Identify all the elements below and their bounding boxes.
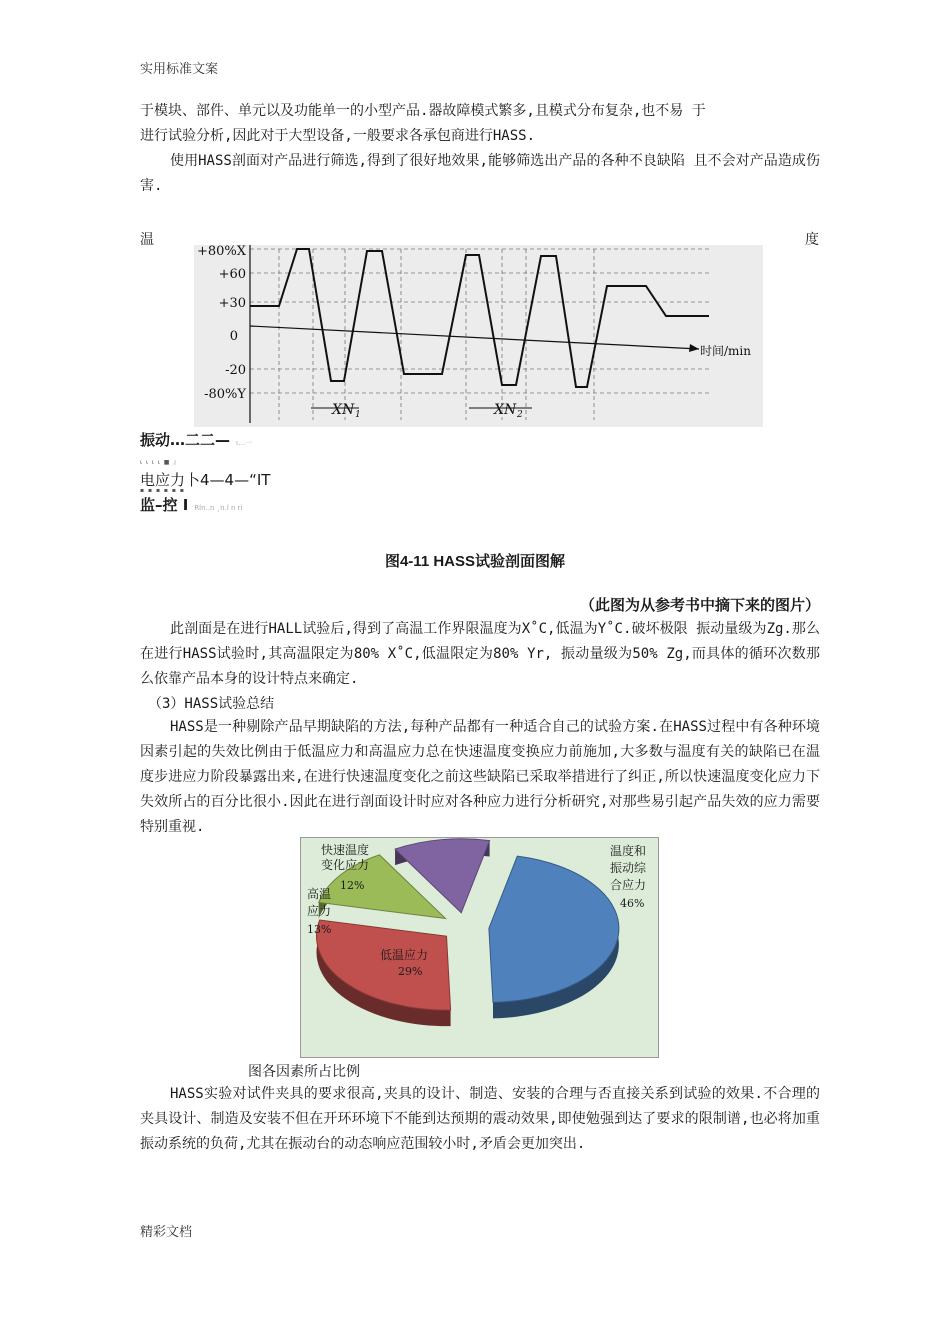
paragraph-fixture: HASS实验对试件夹具的要求很高,夹具的设计、制造、安装的合理与否直接关系到试验的效果.不合理的夹具设计、制造及安装不但在开环环境下不能到达预期的震动效果,即使勉强到达了要求的限制谱,也必将加重振动系统的负荷,尤其在振动台的动态响应范围较小时,矛盾会更加突出.: [140, 1086, 820, 1152]
xn1-subscript: 1: [355, 410, 361, 420]
slice-label: 快速温度: [321, 843, 370, 857]
slice-label: 合应力: [610, 878, 647, 892]
paragraph-line: 进行试验分析,因此对于大型设备,一般要求各承包商进行HASS.: [140, 128, 535, 144]
stress-tiny-mark: ι ι ι ι ■ 』: [140, 459, 181, 466]
figure-source-note: （此图为从参考书中摘下来的图片）: [579, 597, 820, 614]
figure-caption: 图4-11 HASS试验剖面图解: [384, 553, 566, 570]
axis-word-right: 度: [805, 232, 819, 248]
slice-label: 温度和: [610, 844, 647, 858]
slice-label: 高温: [307, 887, 332, 901]
y-label: +80%X: [196, 245, 246, 259]
factor-pie-chart: [300, 837, 660, 1059]
stress-tiny-mark: ▪ ▪ ▪ ▪ ▪ ▪: [140, 487, 185, 494]
slice-label: 低温应力: [380, 948, 429, 962]
y-label: +60: [218, 267, 246, 282]
hass-profile-figure: [194, 245, 763, 427]
xn2-subscript: 2: [517, 410, 523, 420]
y-label: -20: [225, 363, 246, 378]
y-label: 0: [229, 329, 238, 344]
stress-row-vibration: 振动…二二— ι…一: [140, 431, 253, 449]
slice-label: 变化应力: [321, 858, 370, 872]
paragraph-summary: HASS是一种剔除产品早期缺陷的方法,每种产品都有一种适合自己的试验方案.在HASS过程中有各种环境因素引起的失效比例由于低温应力和高温应力总在快速温度变换应力前施加,大多数与温度有关的缺陷已在温度步进应力阶段暴露出来,在进行快速温度变化之前这些缺陷已采取举措进行了纠正,所以快速温度变化应力下失效所占的百分比很小.因此在进行剖面设计时应对各种应力进行分析研究,对那些易引起产品失效的应力需要特别重视.: [140, 719, 820, 835]
x-axis-label: 时间/min: [700, 344, 751, 358]
paragraph-profile: 此剖面是在进行HALL试验后,得到了高温工作界限温度为X˚C,低温为Y˚C.破坏极限 振动量级为Zg.那么在进行HASS试验时,其高温限定为80% X˚C,低温限定为80% Yr, 振动量级为50% Zg,而具体的循环次数那么依靠产品本身的设计特点来确定.: [140, 621, 820, 687]
xn2-label: XN: [494, 402, 517, 418]
stress-row-electric: 电应力卜4—4—“IT: [140, 471, 271, 489]
slice-pct: 29%: [398, 965, 423, 978]
pie-caption: 图各因素所占比例: [248, 1064, 360, 1080]
slice-label: 应力: [307, 904, 332, 918]
slice-pct: 13%: [307, 923, 332, 936]
page-header: 实用标准文案: [140, 62, 219, 77]
section-heading: （3）HASS试验总结: [148, 696, 275, 712]
slice-label: 振动综: [610, 861, 647, 875]
slice-pct: 12%: [340, 879, 365, 892]
xn1-label: XN: [332, 402, 355, 418]
stress-row-monitor: 监–控 Ⅰ Rln..n ¸n.l n ri: [140, 496, 243, 514]
axis-word-left: 温: [140, 232, 154, 248]
y-label: -80%Y: [204, 387, 246, 402]
paragraph-line: 于模块、部件、单元以及功能单一的小型产品.器故障模式繁多,且模式分布复杂,也不易 于: [140, 103, 706, 119]
slice-pct: 46%: [620, 897, 645, 910]
y-label: +30: [218, 296, 246, 311]
page-footer: 精彩文档: [140, 1225, 193, 1240]
paragraph-screening: 使用HASS剖面对产品进行筛选,得到了很好地效果,能够筛选出产品的各种不良缺陷 且不会对产品造成伤害.: [140, 153, 820, 194]
